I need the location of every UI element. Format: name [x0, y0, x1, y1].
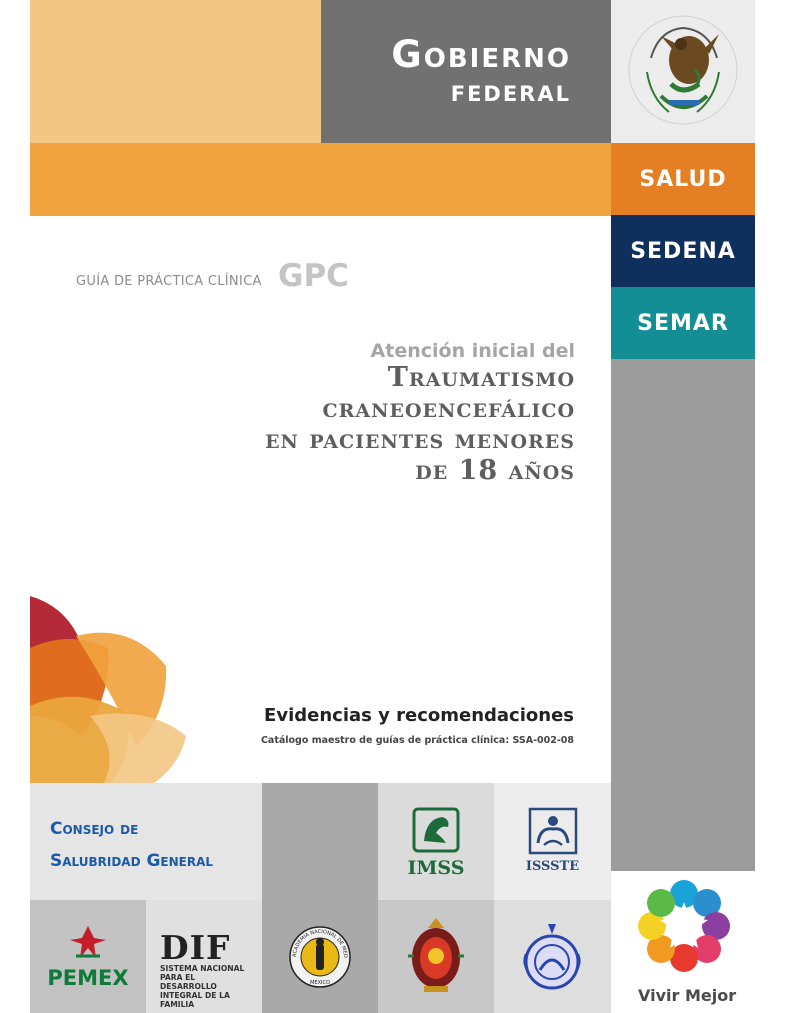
seal-box [611, 0, 755, 143]
council-line-1: Consejo de [50, 819, 139, 839]
mexican-coat-of-arms-icon [611, 0, 755, 143]
grid-filler-cell [262, 783, 378, 900]
dif-label: DIF [160, 928, 231, 967]
agency-semar: SEMAR [611, 287, 755, 359]
academia-nacional-medicina-seal-icon [289, 920, 351, 994]
gobierno-federal-box [321, 0, 611, 143]
dif-logo-cell [146, 900, 262, 1013]
top-left-color-block [30, 0, 321, 143]
federal-title: federal [450, 74, 571, 109]
council-line-2: Salubridad General [50, 851, 214, 871]
anm-logo-cell [262, 900, 378, 1013]
pemex-label: PEMEX [47, 966, 129, 990]
orange-band [30, 143, 611, 216]
title-line-3: craneoencefálico [322, 393, 575, 424]
anm-ring-text: ACADEMIA NACIONAL DE MED [291, 928, 349, 958]
guide-label: GUÍA DE PRÁCTICA CLÍNICA [76, 274, 262, 289]
grey-column [611, 359, 755, 871]
evidence-title: Evidencias y recomendaciones [264, 705, 574, 726]
title-line-4: en pacientes menores [265, 424, 575, 455]
catalog-label: Catálogo maestro de guías de práctica clínica: [260, 735, 510, 746]
academia-mexicana-logo-cell [494, 900, 611, 1013]
pemex-logo-cell [30, 900, 146, 1013]
vivir-mejor-flower-icon [638, 880, 730, 972]
issste-label: ISSSTE [525, 859, 580, 874]
academia-cirugia-logo-cell [378, 900, 494, 1013]
agency-salud: SALUD [611, 143, 755, 215]
guide-abbrev: GPC [278, 258, 349, 294]
academia-cirugia-crest-icon [404, 916, 468, 996]
anm-bottom-text: MÉXICO [310, 980, 330, 986]
vivir-mejor-slogan: Vivir Mejor [638, 986, 737, 1005]
imss-label: IMSS [407, 857, 465, 879]
title-line-1: Atención inicial del [370, 340, 575, 362]
dif-subtitle: SISTEMA NACIONAL PARA EL DESARROLLO INTEGRAL DE LA FAMILIA [160, 964, 245, 1009]
title-line-5: de 18 años [415, 455, 575, 486]
pemex-eagle-icon [68, 924, 108, 962]
document-title [265, 340, 575, 486]
title-line-2: Traumatismo [387, 362, 575, 393]
catalog-line [261, 735, 574, 746]
imss-logo-cell [378, 783, 494, 900]
gobierno-title: Gobierno [391, 33, 571, 76]
issste-family-icon [528, 807, 578, 855]
agency-sedena: SEDENA [611, 215, 755, 287]
imss-eagle-icon [412, 807, 460, 853]
academia-mexicana-seal-icon [518, 920, 586, 992]
issste-logo-cell [494, 783, 611, 900]
decorative-petals-graphic [30, 596, 190, 786]
council-box [30, 783, 262, 900]
catalog-code: SSA-002-08 [512, 735, 574, 746]
